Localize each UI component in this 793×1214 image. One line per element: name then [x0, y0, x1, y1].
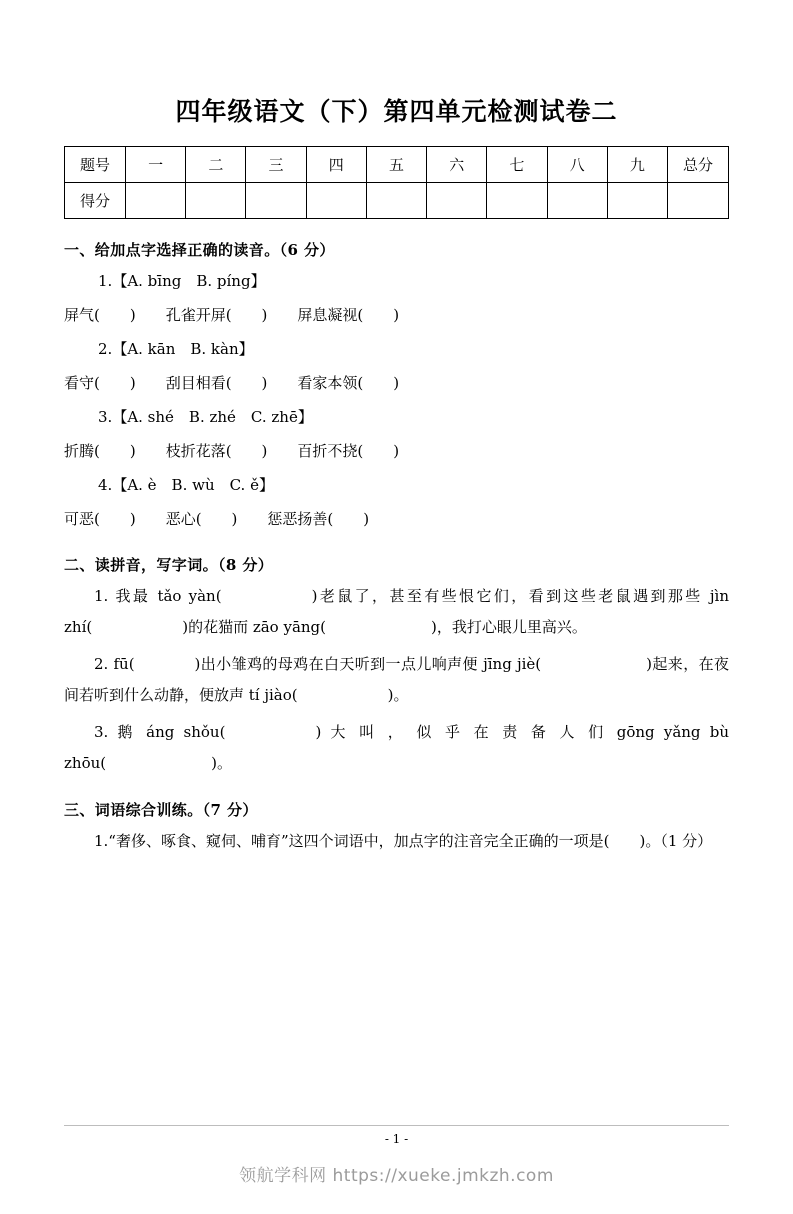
table-row-scores — [65, 183, 729, 219]
question-1-options — [98, 266, 729, 296]
score-cell-6[interactable] — [427, 183, 487, 219]
score-table-row-label-score: 得分 — [65, 183, 126, 219]
section-3-item-1[interactable]: 1.“奢侈、啄食、窥伺、哺育”这四个词语中，加点字的注音完全正确的一项是( )。（1 分） — [94, 832, 713, 850]
exam-page — [0, 92, 793, 1214]
question-3-options — [98, 402, 729, 432]
score-table-row-label: 题号 — [65, 147, 126, 183]
score-table-col-2: 二 — [186, 147, 246, 183]
section-heading-2: 二、读拼音，写字词。（8 分） — [64, 556, 274, 574]
table-row-header — [65, 147, 729, 183]
score-cell-7[interactable] — [487, 183, 547, 219]
question-2-options — [98, 334, 729, 364]
score-table-col-3: 三 — [246, 147, 306, 183]
question-2-number: 2. — [98, 340, 113, 358]
section-2-item-1[interactable]: 1. 我最 tǎo yàn( )老鼠了，甚至有些恨它们，看到这些老鼠遇到那些 jìn zhí( )的花猫而 zāo yāng( )，我打心眼儿里高兴。 — [64, 587, 729, 636]
score-cell-5[interactable] — [366, 183, 426, 219]
score-cell-9[interactable] — [607, 183, 667, 219]
score-table-col-4: 四 — [306, 147, 366, 183]
page-number: - 1 - — [384, 1132, 409, 1146]
score-cell-2[interactable] — [186, 183, 246, 219]
question-4-number: 4. — [98, 476, 113, 494]
question-1-words[interactable]: 屏气( ) 孔雀开屏( ) 屏息凝视( ) — [64, 306, 400, 324]
question-2-words[interactable]: 看守( ) 刮目相看( ) 看家本领( ) — [64, 374, 400, 392]
watermark: 领航学科网 https://xueke.jmkzh.com — [239, 1166, 554, 1186]
footer-divider — [64, 1125, 729, 1126]
section-heading-3: 三、词语综合训练。（7 分） — [64, 801, 258, 819]
score-table-col-6: 六 — [427, 147, 487, 183]
page-title: 四年级语文（下）第四单元检测试卷二 — [175, 97, 618, 126]
section-2-item-3[interactable]: 3. 鹅 áng shǒu( ) 大 叫 ， 似 乎 在 责 备 人 们 gōng yǎng bù zhōu( )。 — [64, 723, 729, 772]
question-3-words[interactable]: 折腾( ) 枝折花落( ) 百折不挠( ) — [64, 442, 400, 460]
score-cell-8[interactable] — [547, 183, 607, 219]
question-4-choices: 【A. è B. wù C. ě】 — [112, 476, 274, 494]
question-1-number: 1. — [98, 272, 113, 290]
score-table — [64, 146, 729, 219]
section-heading-1: 一、给加点字选择正确的读音。（6 分） — [64, 241, 335, 259]
section-2-item-2[interactable]: 2. fū( )出小雏鸡的母鸡在白天听到一点儿响声便 jīng jiè( )起来，在夜间若听到什么动静，便放声 tí jiào( )。 — [64, 655, 729, 704]
score-table-col-total: 总分 — [668, 147, 729, 183]
score-table-col-9: 九 — [607, 147, 667, 183]
question-4-options — [98, 470, 729, 500]
score-table-col-5: 五 — [366, 147, 426, 183]
question-4-words[interactable]: 可恶( ) 恶心( ) 惩恶扬善( ) — [64, 510, 370, 528]
score-cell-total[interactable] — [668, 183, 729, 219]
score-cell-4[interactable] — [306, 183, 366, 219]
question-3-number: 3. — [98, 408, 113, 426]
score-cell-3[interactable] — [246, 183, 306, 219]
question-3-choices: 【A. shé B. zhé C. zhē】 — [112, 408, 313, 426]
score-table-col-8: 八 — [547, 147, 607, 183]
question-1-choices: 【A. bīng B. píng】 — [112, 272, 266, 290]
score-cell-1[interactable] — [126, 183, 186, 219]
question-2-choices: 【A. kān B. kàn】 — [112, 340, 254, 358]
score-table-col-1: 一 — [126, 147, 186, 183]
score-table-col-7: 七 — [487, 147, 547, 183]
